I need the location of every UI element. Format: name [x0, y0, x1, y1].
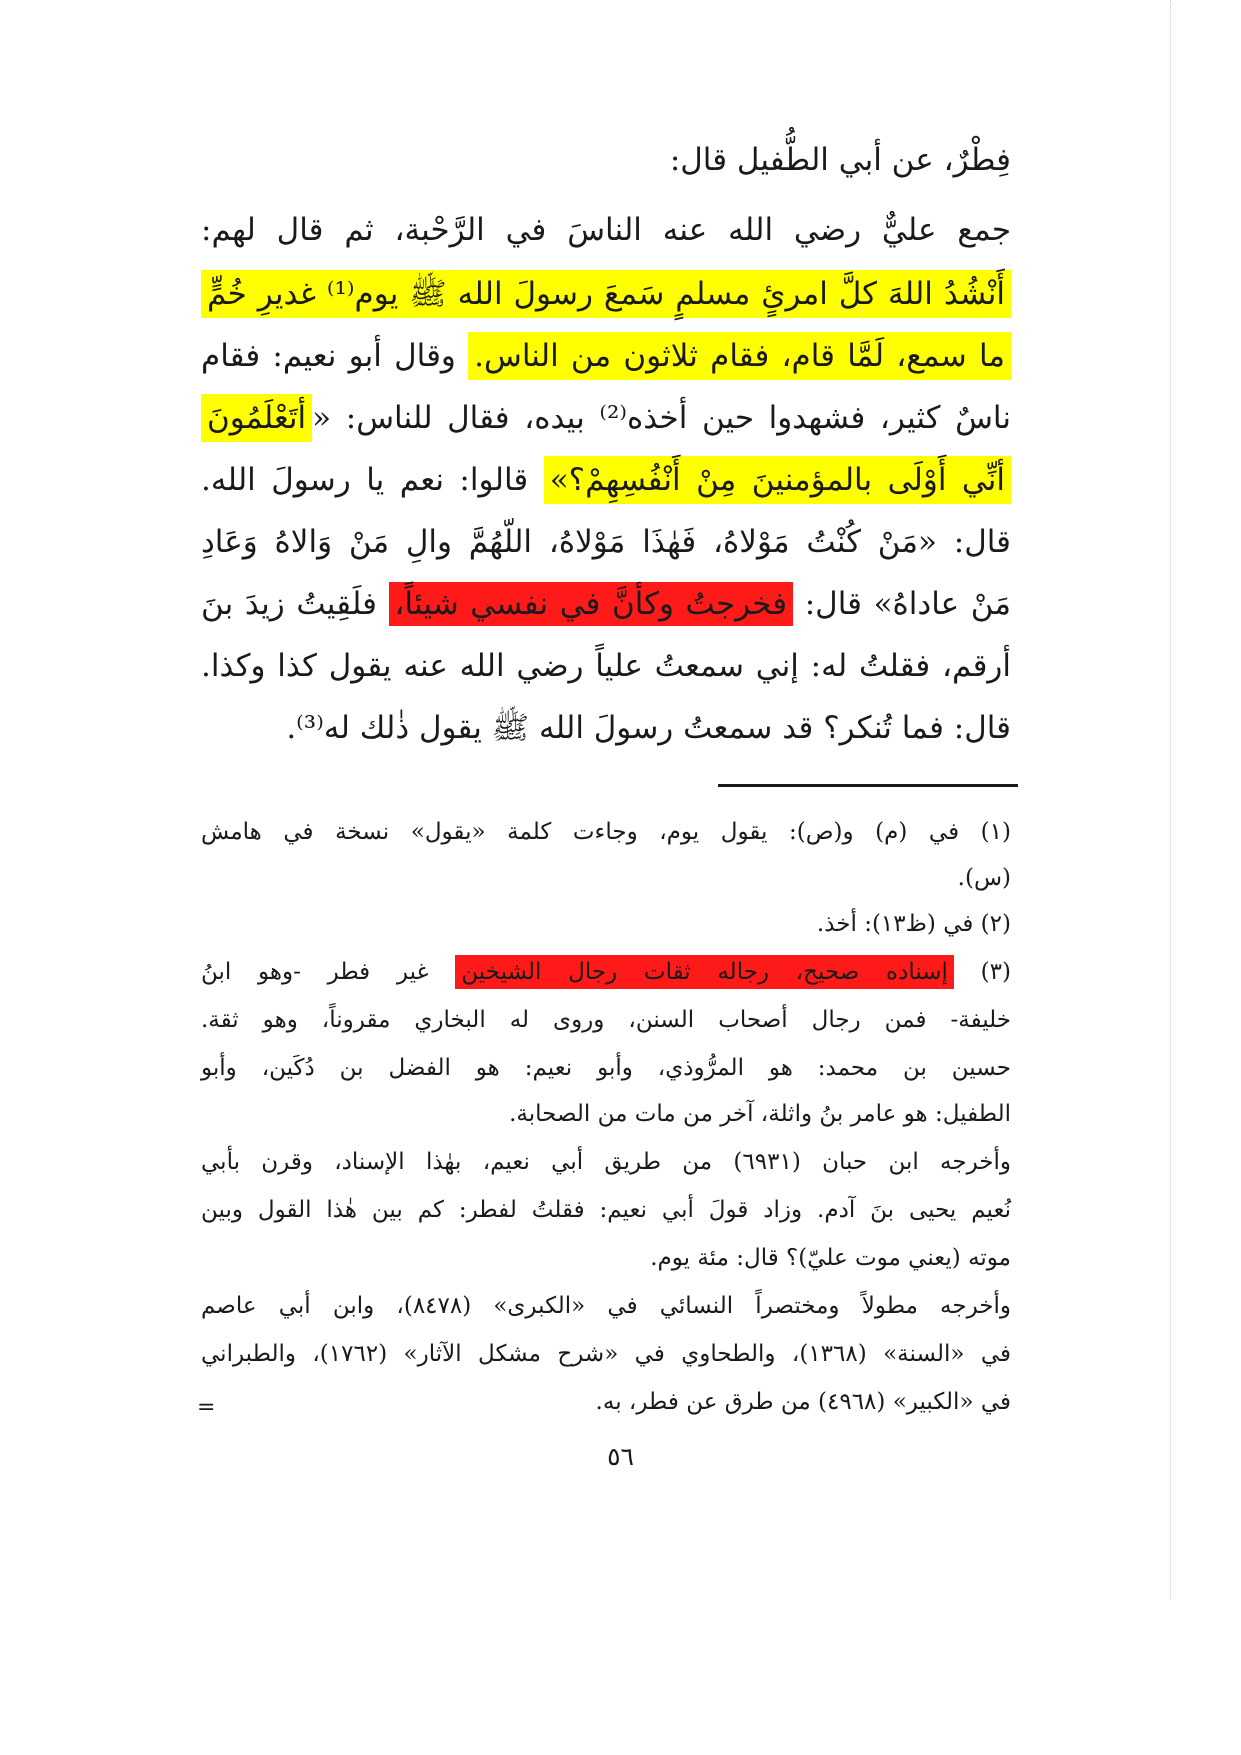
body-line — [201, 268, 1011, 324]
continuation-mark: = — [197, 1395, 216, 1420]
text-segment: أرقم، فقلتُ له: إني سمعتُ علياً رضي الله عنه يقول كذا وكذا. — [201, 648, 1011, 684]
body-line — [201, 204, 1011, 260]
text-segment: في «السنة» (١٣٦٨)، والطحاوي في «شرح مشكل الآثار» (١٧٦٢)، والطبراني — [201, 1341, 1011, 1367]
text-segment: مَنْ عاداهُ» قال: — [793, 586, 1011, 622]
text-segment: نُعيم يحيى بنَ آدم. وزاد قولَ أبي نعيم: فقلتُ لفطر: كم بين هٰذا القول وبين — [201, 1197, 1011, 1223]
body-line — [201, 640, 1011, 696]
footnote-line — [201, 1142, 1011, 1186]
text-segment: قال: فما تُنكر؟ قد سمعتُ رسولَ الله ﷺ يقول ذٰلك له⁽³⁾. — [286, 710, 1011, 746]
text-segment: ناسٌ كثير، فشهدوا حين أخذه⁽²⁾ بيده، فقال للناس: « — [312, 400, 1012, 436]
text-segment: وقال أبو نعيم: فقام — [201, 338, 469, 374]
footnote-line — [201, 1000, 1011, 1044]
footnote-line — [509, 1094, 1011, 1138]
text-segment: وأخرجه مطولاً ومختصراً النسائي في «الكبرى» (٨٤٧٨)، وابن أبي عاصم — [201, 1293, 1011, 1319]
body-line — [670, 134, 1011, 190]
footnote-line — [596, 1382, 1011, 1426]
body-line — [201, 330, 1011, 386]
text-segment: قالوا: نعم يا رسولَ الله. — [201, 462, 544, 498]
text-segment: جمع عليٌّ رضي الله عنه الناسَ في الرَّحْبة، ثم قال لهم: — [201, 212, 1011, 248]
footnote-separator — [718, 784, 1018, 787]
yellow-highlight: أنِّي أَوْلَى بالمؤمنينَ مِنْ أَنْفُسِهِمْ؟» — [544, 456, 1011, 504]
text-segment: خليفة- فمن رجال أصحاب السنن، وروى له البخاري مقروناً، وهو ثقة. — [201, 1007, 1011, 1033]
text-segment: (٢) في (ظ١٣): أخذ. — [816, 911, 1011, 937]
body-line — [201, 454, 1011, 510]
text-segment: وأخرجه ابن حبان (٦٩٣١) من طريق أبي نعيم، بهٰذا الإسناد، وقرن بأبي — [201, 1149, 1011, 1175]
body-line — [286, 702, 1011, 758]
footnote-line — [650, 1238, 1011, 1282]
footnote-line — [958, 858, 1011, 902]
yellow-highlight: أتَعْلَمُونَ — [201, 394, 312, 442]
red-highlight: فخرجتُ وكأنَّ في نفسي شيئاً، — [389, 582, 794, 626]
text-segment: (س). — [957, 865, 1011, 891]
body-line — [201, 516, 1011, 572]
page-number: ٥٦ — [607, 1442, 634, 1471]
body-line — [201, 392, 1011, 448]
footnote-line — [201, 1334, 1011, 1378]
text-segment: فِطْرٌ، عن أبي الطُّفيل قال: — [669, 142, 1011, 178]
footnote-line — [201, 1190, 1011, 1234]
text-segment: حسين بن محمد: هو المرُّوذي، وأبو نعيم: هو الفضل بن دُكَين، وأبو — [201, 1055, 1011, 1081]
text-segment: قال: «مَنْ كُنْتُ مَوْلاهُ، فَهٰذَا مَوْلاهُ، اللّهُمَّ والِ مَنْ وَالاهُ وَعَادِ — [201, 524, 1011, 560]
text-segment: غير فطر -وهو ابنُ — [201, 959, 456, 985]
yellow-highlight: أَنْشُدُ اللهَ كلَّ امرئٍ مسلمٍ سَمعَ رسولَ الله ﷺ يوم⁽¹⁾ غديرِ خُمٍّ — [201, 270, 1011, 318]
body-line — [201, 578, 1011, 634]
footnote-line — [201, 1286, 1011, 1330]
footnote-line — [817, 904, 1011, 948]
text-segment: (٣) — [953, 959, 1011, 985]
footnote-line — [201, 952, 1011, 996]
red-highlight: إسناده صحيح، رجاله ثقات رجال الشيخين — [455, 955, 954, 989]
footnote-line — [201, 1048, 1011, 1092]
scan-margin-line — [1170, 0, 1172, 1600]
text-segment: فلَقِيتُ زيدَ بنَ — [201, 586, 389, 622]
text-segment: موته (يعني موت عليّ)؟ قال: مئة يوم. — [650, 1245, 1011, 1271]
text-segment: (١) في (م) و(ص): يقول يوم، وجاءت كلمة «يقول» نسخة في هامش — [201, 819, 1011, 845]
text-segment: الطفيل: هو عامر بنُ واثلة، آخر من مات من الصحابة. — [509, 1101, 1011, 1127]
text-segment: في «الكبير» (٤٩٦٨) من طرق عن فطر، به. — [595, 1389, 1011, 1415]
footnote-line — [201, 812, 1011, 856]
yellow-highlight: ما سمع، لَمَّا قام، فقام ثلاثون من الناس. — [468, 332, 1011, 380]
